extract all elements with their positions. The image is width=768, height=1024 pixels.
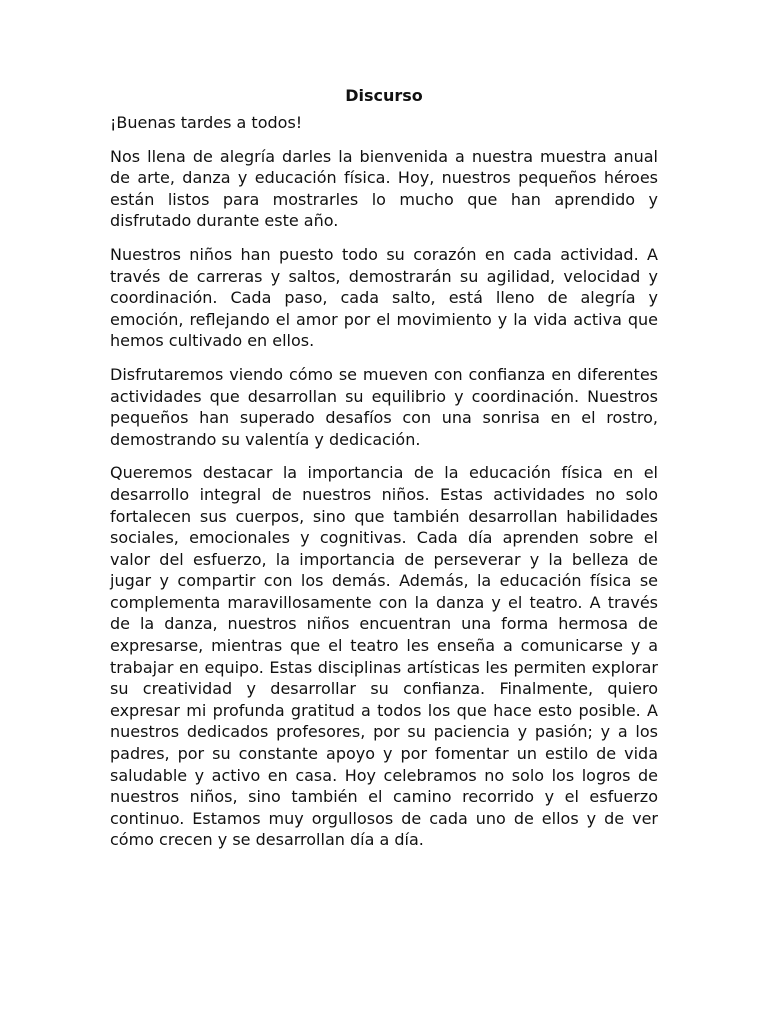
document-title: Discurso [345,86,423,105]
paragraph-4: Queremos destacar la importancia de la educación física en el desarrollo integral de nuestros niños. Estas actividades no solo fortalecen sus cuerpos, sino que también desarrollan habilidades sociales, emocionales y cognitivas. Cada día aprenden sobre el valor del esfuerzo, la importancia de perseverar y la belleza de jugar y compartir con los demás. Además, la educación física se complementa maravillosamente con la danza y el teatro. A través de la danza, nuestros niños encuentran una forma hermosa de expresarse, mientras que el teatro les enseña a comunicarse y a trabajar en equipo. Estas disciplinas artísticas les permiten explorar su creatividad y desarrollar su confianza. Finalmente, quiero expresar mi profunda gratitud a todos los que hace esto posible. A nuestros dedicados profesores, por su paciencia y pasión; y a los padres, por su constante apoyo y por fomentar un estilo de vida saludable y activo en casa. Hoy celebramos no solo los logros de nuestros niños, sino también el camino recorrido y el esfuerzo continuo. Estamos muy orgullosos de cada uno de ellos y de ver cómo crecen y se desarrollan día a día. [110,463,658,850]
document-page [110,84,658,863]
greeting-line: ¡Buenas tardes a todos! [110,113,303,132]
paragraph-2: Nuestros niños han puesto todo su corazón en cada actividad. A través de carreras y saltos, demostrarán su agilidad, velocidad y coordinación. Cada paso, cada salto, está lleno de alegría y emoción, reflejando el amor por el movimiento y la vida activa que hemos cultivado en ellos. [110,244,658,351]
paragraph-1: Nos llena de alegría darles la bienvenida a nuestra muestra anual de arte, danza y educación física. Hoy, nuestros pequeños héroes están listos para mostrarles lo mucho que han aprendido y disfrutado durante este año. [110,146,658,231]
paragraph-3: Disfrutaremos viendo cómo se mueven con confianza en diferentes actividades que desarrollan su equilibrio y coordinación. Nuestros pequeños han superado desafíos con una sonrisa en el rostro, demostrando su valentía y dedicación. [110,364,658,449]
